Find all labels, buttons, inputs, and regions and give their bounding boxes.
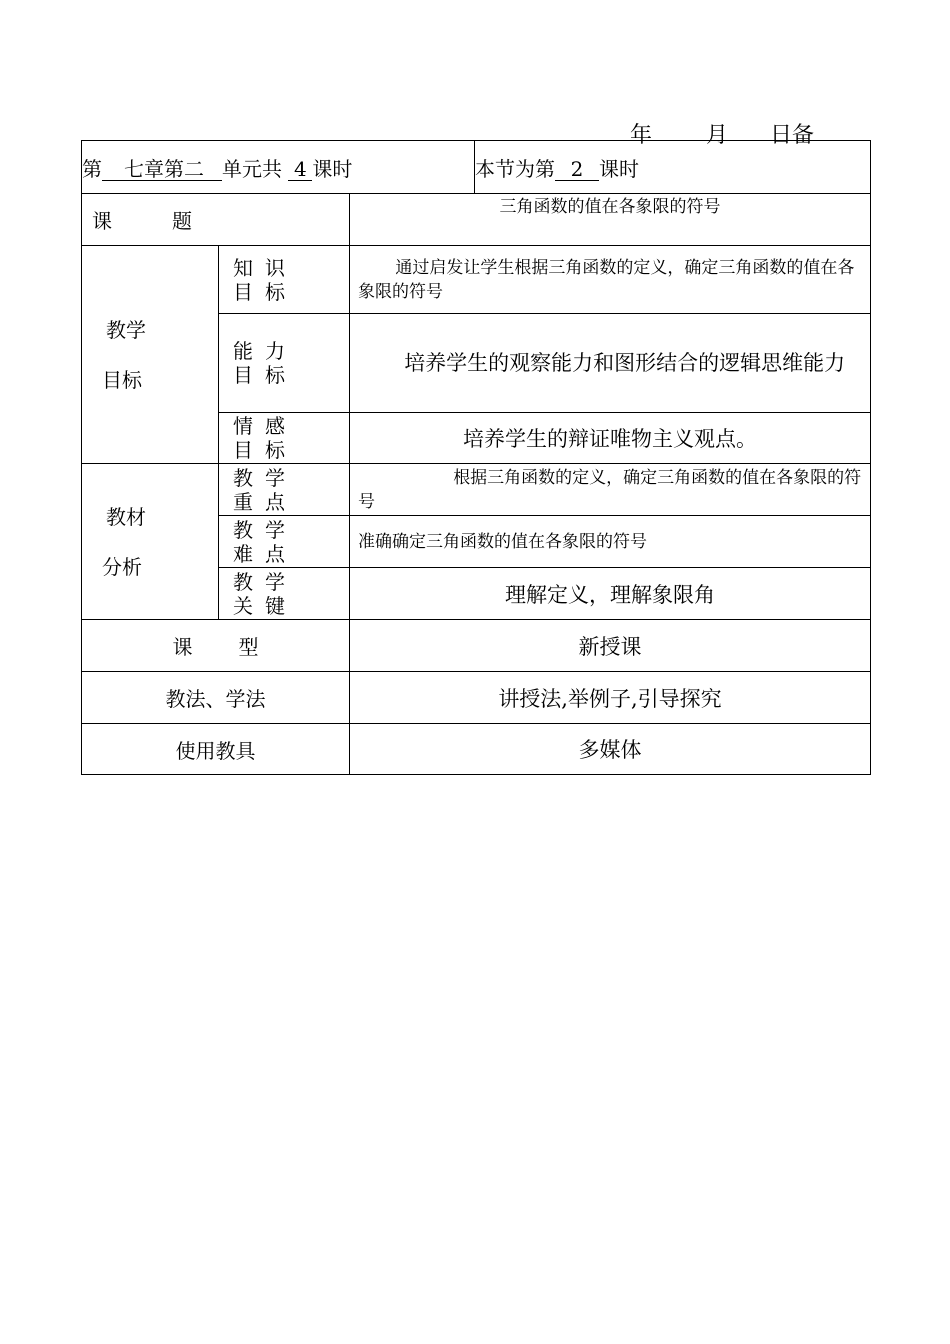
emotion-goal-label-1b: 感 (265, 414, 285, 438)
lesson-suffix: 课时 (599, 156, 639, 181)
methods-row (82, 672, 871, 724)
topic-value: 三角函数的值在各象限的符号 (350, 194, 871, 246)
emotion-goal-label-2a: 目 (233, 438, 253, 462)
teaching-goals-group (82, 246, 219, 464)
crux-label (219, 570, 349, 618)
ability-goal-label-2a: 目 (233, 363, 253, 387)
topic-label (82, 205, 192, 234)
knowledge-goal-text: 通过启发让学生根据三角函数的定义，确定三角函数的值在各象限的符号 (358, 257, 855, 302)
key-point-text: 根据三角函数的定义，确定三角函数的值在各象限的符号 (358, 467, 862, 512)
methods-label: 教法、学法 (82, 672, 350, 724)
lesson-type-label-cell (82, 620, 350, 672)
lesson-type-value: 新授课 (350, 620, 871, 672)
difficulty-label-1a: 教 (233, 517, 253, 542)
key-point-label-1a: 教 (233, 465, 253, 490)
crux-label-1b: 学 (265, 569, 285, 594)
crux-label-cell (219, 568, 350, 620)
knowledge-goal-label-1b: 识 (265, 255, 285, 280)
teaching-goals-label-b: 目标 (102, 367, 142, 392)
unit-total-label: 单元共 (222, 156, 282, 181)
knowledge-goal-label-1a: 知 (233, 255, 253, 280)
knowledge-goal-label-2b: 标 (265, 279, 285, 304)
lesson-number-cell (475, 141, 871, 194)
ability-goal-label-1b: 力 (265, 339, 285, 363)
topic-label-cell (82, 194, 350, 246)
lesson-number: 2 (555, 158, 599, 181)
lesson-plan-table (81, 140, 871, 775)
key-point-label-1b: 学 (265, 465, 285, 490)
ability-goal-text: 培养学生的观察能力和图形结合的逻辑思维能力 (404, 351, 846, 375)
difficulty-cell (350, 516, 871, 568)
teaching-goals-label-a: 教学 (106, 317, 146, 342)
key-point-label-2a: 重 (233, 489, 253, 514)
day-label: 日备 (770, 123, 815, 148)
key-point-cell (350, 464, 871, 516)
key-point-label-2b: 点 (265, 489, 285, 514)
material-analysis-label-a: 教材 (106, 504, 146, 529)
ability-goal-label-cell (219, 314, 350, 413)
month-label: 月 (706, 123, 729, 148)
key-point-label-cell (219, 464, 350, 516)
ability-goal-label-2b: 标 (265, 363, 285, 387)
emotion-goal-label-2b: 标 (265, 438, 285, 462)
topic-label-b: 题 (172, 209, 192, 233)
total-hours: 4 (288, 158, 312, 181)
tools-value: 多媒体 (350, 724, 871, 775)
crux-text: 理解定义，理解象限角 (350, 568, 871, 620)
material-analysis-group (82, 464, 219, 620)
crux-label-2b: 键 (265, 593, 285, 618)
teaching-goals-label (82, 305, 218, 405)
lesson-type-label-b: 型 (238, 635, 259, 659)
tools-label: 使用教具 (82, 724, 350, 775)
methods-value: 讲授法,举例子,引导探究 (350, 672, 871, 724)
knowledge-goal-label (219, 256, 349, 304)
lesson-type-row (82, 620, 871, 672)
lesson-type-label (173, 631, 259, 660)
chapter-prefix: 第 (82, 156, 102, 181)
tools-row (82, 724, 871, 775)
year-label: 年 (630, 123, 653, 148)
difficulty-label-cell (219, 516, 350, 568)
topic-row (82, 194, 871, 246)
knowledge-goal-label-2a: 目 (233, 279, 253, 304)
topic-label-a: 课 (92, 209, 112, 233)
knowledge-goal-label-cell (219, 246, 350, 314)
hours-suffix: 课时 (312, 156, 353, 181)
chapter-value: 七章第二 (102, 158, 222, 181)
ability-goal-cell (350, 314, 871, 413)
material-analysis-label-b: 分析 (102, 554, 142, 579)
emotion-goal-label (219, 414, 349, 462)
lesson-prefix: 本节为第 (475, 156, 555, 181)
emotion-goal-text: 培养学生的辩证唯物主义观点。 (350, 413, 871, 464)
ability-goal-label-1a: 能 (233, 339, 253, 363)
difficulty-text: 准确确定三角函数的值在各象限的符号 (358, 531, 647, 552)
knowledge-goal-row (82, 246, 871, 314)
difficulty-label (219, 518, 349, 566)
lesson-type-label-a: 课 (172, 635, 193, 659)
material-analysis-label (82, 492, 218, 592)
chapter-cell (82, 141, 475, 194)
difficulty-label-2a: 难 (233, 541, 253, 566)
crux-label-1a: 教 (233, 569, 253, 594)
key-point-row (82, 464, 871, 516)
difficulty-label-2b: 点 (265, 541, 285, 566)
emotion-goal-label-cell (219, 413, 350, 464)
emotion-goal-label-1a: 情 (233, 414, 253, 438)
difficulty-label-1b: 学 (265, 517, 285, 542)
key-point-label (219, 466, 349, 514)
header-row (82, 141, 871, 194)
crux-label-2a: 关 (233, 593, 253, 618)
knowledge-goal-cell (350, 246, 871, 314)
ability-goal-label (219, 339, 349, 387)
